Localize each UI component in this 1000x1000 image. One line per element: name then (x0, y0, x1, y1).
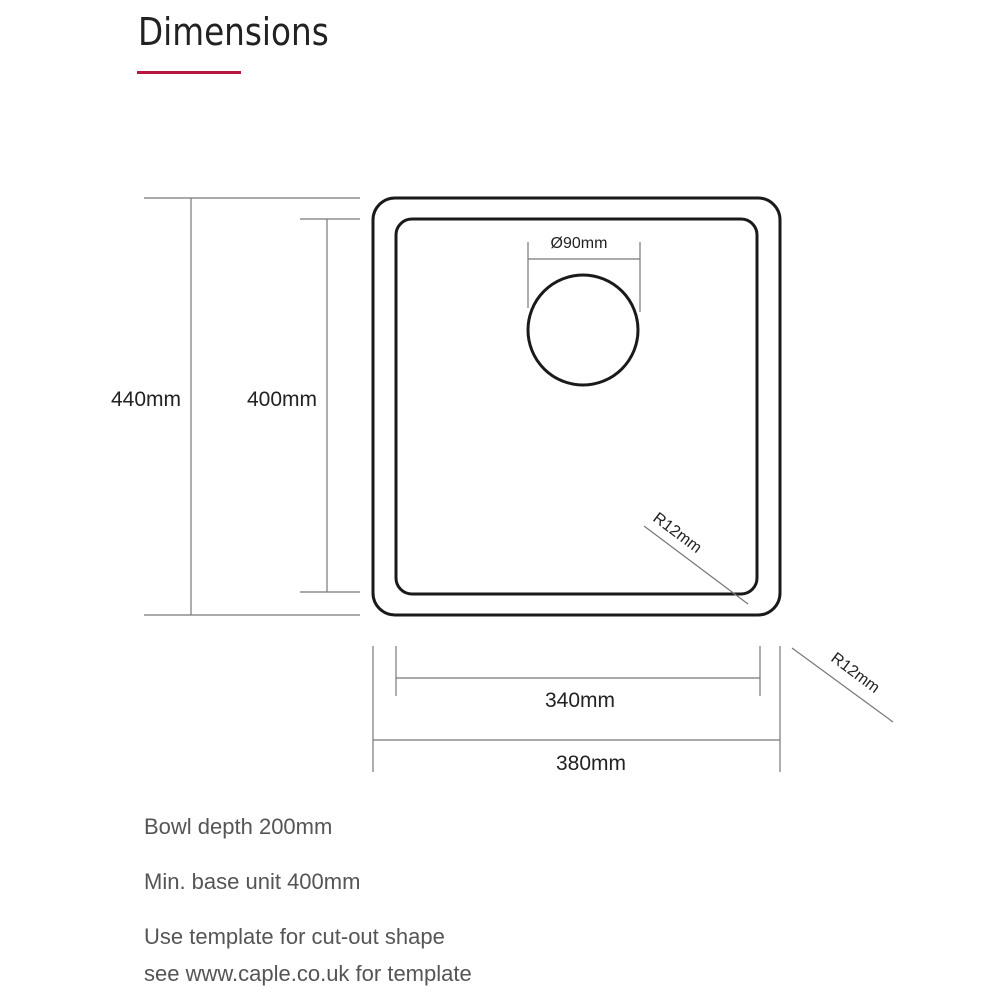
inner-height-label: 400mm (246, 388, 318, 411)
outer-width-label: 380mm (555, 752, 627, 775)
inner-corner-radius-dimension (644, 510, 748, 604)
inner-corner-radius-label: R12mm (649, 509, 705, 557)
outer-height-dimension (111, 198, 360, 615)
note-template-cutout: Use template for cut-out shape (144, 924, 445, 949)
outer-height-label: 440mm (110, 388, 182, 411)
inner-height-dimension (247, 219, 360, 592)
inner-width-label: 340mm (544, 689, 616, 712)
note-bowl-depth: Bowl depth 200mm (144, 814, 333, 839)
note-template-website: see www.caple.co.uk for template (144, 961, 472, 986)
outer-corner-radius-dimension (792, 648, 893, 722)
page-title: Dimensions (138, 10, 329, 54)
waste-diameter-label: Ø90mm (550, 235, 608, 252)
outer-corner-radius-label: R12mm (827, 649, 883, 697)
inner-width-dimension (396, 646, 760, 712)
sink-outer-outline (373, 198, 780, 615)
waste-diameter-dimension (528, 235, 640, 312)
note-min-base-unit: Min. base unit 400mm (144, 869, 361, 894)
waste-outlet (528, 275, 638, 385)
